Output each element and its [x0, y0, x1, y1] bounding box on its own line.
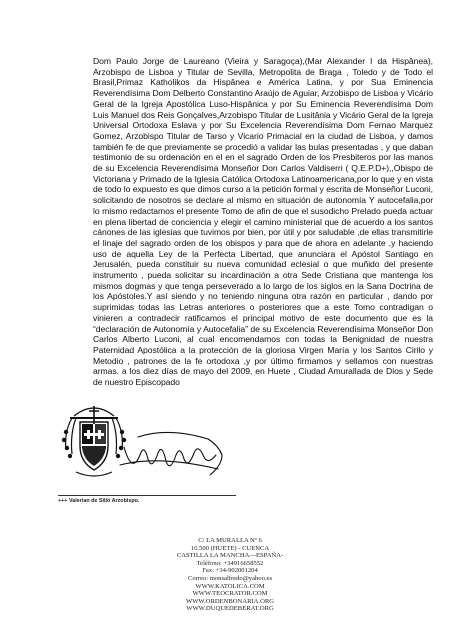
fax-line: Fax: +34-902001204 [202, 567, 258, 575]
website-link: WWW.ORDENBONARIA.ORG [185, 597, 275, 605]
signer-name: +++ Valerian de Siliö Arzobispo. [58, 498, 140, 504]
website-link: WWW.DUQUEDEBERAT.ORG [186, 605, 274, 613]
address-line: C/ LA MURALLA Nº 6 [198, 537, 262, 544]
phone-line: Teléfono: +34916658552 [196, 559, 264, 567]
signature-line [58, 495, 236, 496]
handwritten-signature-icon [118, 425, 228, 485]
email-line: Correo: monsalfredo@yahoo.es [187, 574, 273, 582]
website-link: WWW.TEOCRATOR.COM [192, 590, 268, 598]
letter-body: Dom Paulo Jorge de Laureano (Vieira y Saragoça),(Mar Alexander I da Hispânea), Arzobispo de Lisboa y Titular de Sevilla, Metropolita de Braga , Toledo y de Todo el Brasil,Primaz Katholikos da Hispânea e América Latina, y por Sua Eminencia Reverendísima Dom Delberto Constantino Araújo de Aguiar, Arzobispo de Lisboa y Vicário Geral de la Igreja Apostólica Luso-Hispânica y por Su Eminencia Reverendísima Dom Luis Manuel dos Reis Gonçalves,Arzobispo Titular de Lusitânia y Vicário Geral de la Igreja Universal Ortodoxa Eslava y por Su Excelencia Reverendísima Dom Fernao Marquez Gomez, Arzobispo Titular de Tarso y Vicario Primacial en la ciudad de Lisboa, y damos también fe de que previamente se procedió a validar las bulas presentadas , y que daban testimonio de su ordenación en el en el sagrado Orden de los Presbiteros por las manos de su Excelencia Reverendísima Monseñor Don Carlos Valdiserri ( Q.E.P.D+),,Obispo de Victoriana y Primado de la Iglesia Católica Ortodoxa Latinoamericana,por lo que y en vista de todo lo expuesto es que dimos curso a la petición formal y escrita de Monseñor Luconi, solicitando de nosotros se declare al mismo en situación de autonomía Y autocefalia,por lo mismo redactamos el presente Tomo de afin de que el susodicho Prelado pueda actuar en plena libertad de conciencia y elegir el camino ministerial que de acuerdo a los santos cánones de las iglesias que tuvimos por bien, por útil y por saludable ,de ellas transmitirle el linaje del sagrado orden de los obispos y para que de ahora en adelante ,y haciendo uso de aquella Ley de la Perfecta Libertad, que anunciara el Apóstol Santiago en Jerusalén, pueda constituir su nueva comunidad eclesial o que muñido del presente instrumento , pueda solicitar su incardinación a otra Sede Cristiana que mantenga los mismos dogmas y que tenga perseverado a lo largo de los siglos en la Sana Doctrina de los Apóstoles.Y así siendo y no teniendo ninguna otra razón en particular , dando por suprimidas todas las Letras anteriores o posteriores que a este Tomo contradigan o vinieren a contradecir ratificamos el principal motivo de este documento que es la “declaración de Autonomía y Autocefalia” de su Excelencia Reverendísima Monseñor Don Carlos Alberto Luconi, al cual encomendamos con todas la Benignidad de nuestra Paternidad Apostólica a la protección de la gloriosa Virgen María y los Santos Cirilo y Metodio , patrones de la fe ortodoxa ,y por último firmamos y sellamos con nuestras armas. a los diez días de mayo del 2009, en Huete , Ciudad Amurallada de Dios y Sede de nuestro Episcopado [93, 56, 433, 388]
address-line: CASTILLA LA MANCHA—ESPAÑA- [176, 552, 284, 560]
address-line: 16.500 (HUETE) - CUENCA [190, 544, 270, 552]
website-link: WWW.KATOLICA.COM [195, 582, 265, 590]
address-block [150, 537, 310, 613]
